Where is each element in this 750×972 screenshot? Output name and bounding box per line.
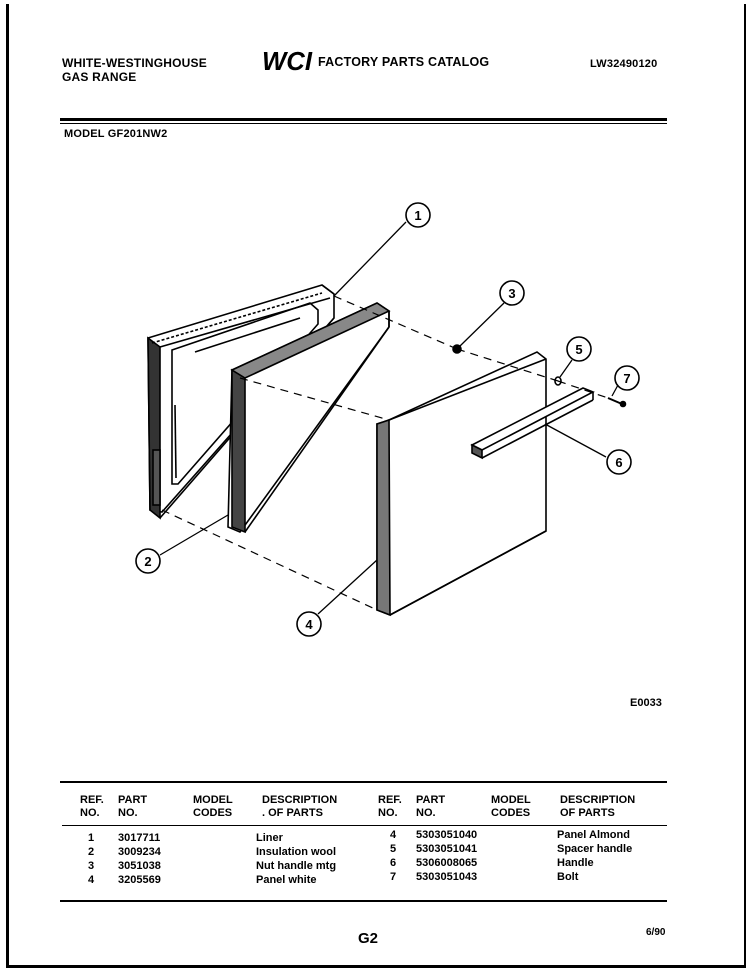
callout-2-label: 2 (144, 554, 152, 569)
drawing-code: E0033 (630, 697, 662, 709)
brand-line-2: GAS RANGE (62, 70, 137, 84)
header-model-codes-right: MODEL CODES (491, 794, 531, 819)
row-part-no: 5303051040 (416, 829, 478, 841)
row-part-no: 5303051043 (416, 871, 478, 883)
header-ref-no-right: REF. NO. (378, 794, 402, 819)
callout-3-label: 3 (508, 286, 516, 301)
row-ref: 4 (390, 829, 397, 841)
row-description: Nut handle mtg (256, 860, 337, 872)
row-ref: 7 (390, 871, 397, 883)
row-description: Insulation wool (256, 846, 337, 858)
header-description-left: DESCRIPTION . OF PARTS (262, 794, 338, 819)
row-description: Liner (256, 832, 283, 844)
catalog-number: LW32490120 (590, 58, 658, 70)
row-description: Panel white (256, 874, 317, 886)
table-top-rule (60, 781, 667, 783)
row-part-no: 5303051041 (416, 843, 478, 855)
row-ref: 5 (390, 843, 397, 855)
row-part-no: 3017711 (118, 832, 161, 844)
row-part-no: 5306008065 (416, 857, 478, 869)
model-label: MODEL GF201NW2 (64, 128, 168, 140)
callout-1-label: 1 (414, 208, 422, 223)
callout-6-label: 6 (615, 455, 623, 470)
table-bottom-rule (60, 900, 667, 902)
row-ref: 4 (88, 874, 95, 886)
header-model-codes-left: MODEL CODES (193, 794, 233, 819)
callout-7-label: 7 (623, 371, 631, 386)
callout-5-label: 5 (575, 342, 583, 357)
header-description-right: DESCRIPTION OF PARTS (560, 794, 636, 819)
row-part-no: 3205569 (118, 874, 161, 886)
row-description: Panel Almond (557, 829, 630, 841)
header-ref-no-left: REF. NO. (80, 794, 104, 819)
row-ref: 6 (390, 857, 397, 869)
panel-part (377, 352, 546, 615)
catalog-title: FACTORY PARTS CATALOG (318, 55, 490, 69)
row-part-no: 3051038 (118, 860, 161, 872)
brand-line-1: WHITE-WESTINGHOUSE (62, 56, 207, 70)
row-description: Bolt (557, 871, 579, 883)
callout-4-label: 4 (305, 617, 313, 632)
header-part-no-left: PART NO. (118, 794, 148, 819)
row-ref: 2 (88, 846, 95, 858)
table-header-rule (62, 825, 667, 826)
row-ref: 1 (88, 832, 95, 844)
page-number: G2 (358, 930, 379, 947)
revision-date: 6/90 (646, 927, 666, 938)
row-part-no: 3009234 (118, 846, 161, 858)
row-description: Handle (557, 857, 594, 869)
bolt-part (608, 398, 626, 407)
row-ref: 3 (88, 860, 95, 872)
wci-logo-text: WCI (262, 46, 313, 74)
header-part-no-right: PART NO. (416, 794, 446, 819)
row-description: Spacer handle (557, 843, 633, 855)
